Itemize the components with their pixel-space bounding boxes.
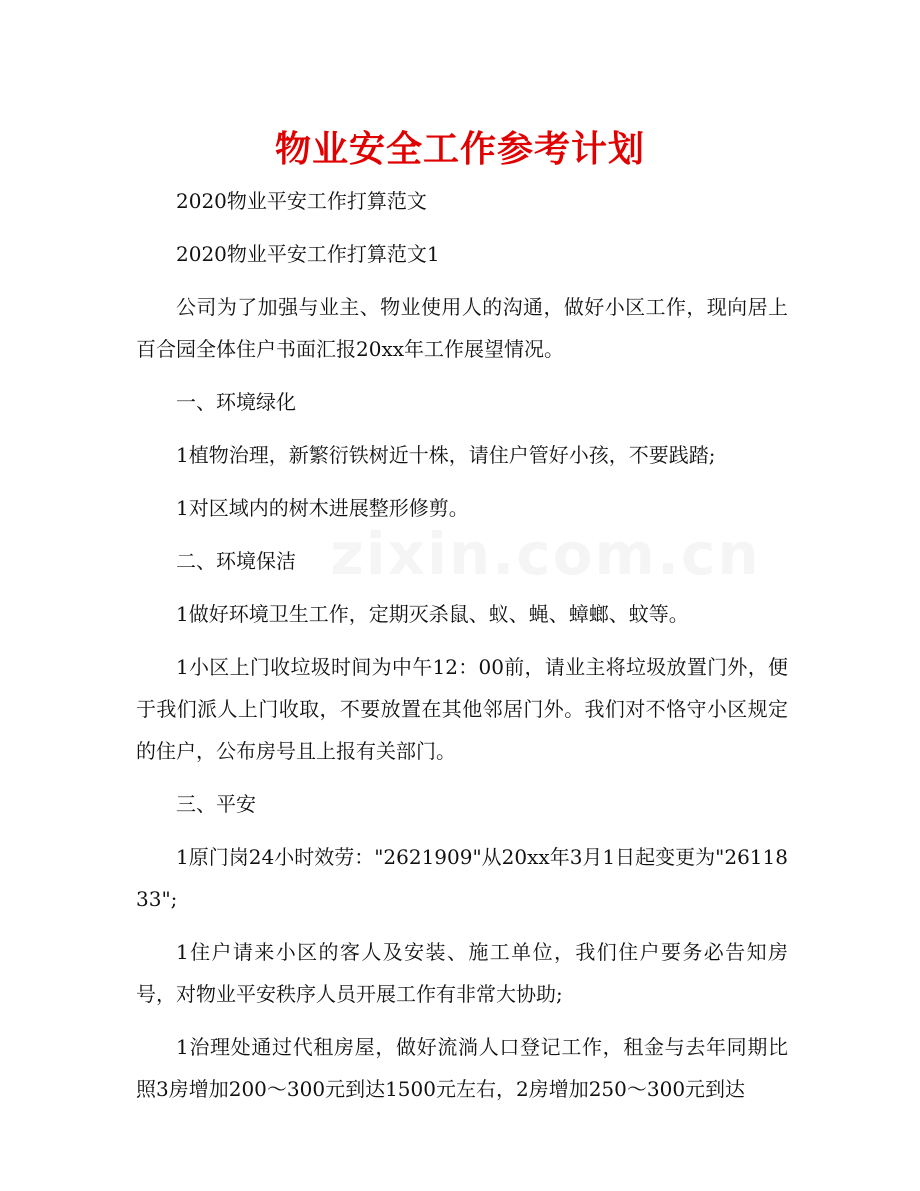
- section-heading: 一、环境绿化: [176, 390, 296, 414]
- document-body: [136, 180, 788, 1121]
- paragraph: 1原门岗24小时效劳："2621909"从20xx年3月1日起变更为"2611833";: [136, 845, 788, 911]
- paragraph: 1对区域内的树木进展整形修剪。: [176, 496, 469, 520]
- section-heading: 二、环境保洁: [176, 549, 296, 573]
- paragraph: 1小区上门收垃圾时间为中午12：00前，请业主将垃圾放置门外，便于我们派人上门收取，不要放置在其他邻居门外。我们对不恪守小区规定的住户，公布房号且上报有关部门。: [136, 655, 788, 763]
- paragraph: 2020物业平安工作打算范文: [176, 189, 427, 213]
- document-title: 物业安全工作参考计划: [274, 129, 645, 170]
- paragraph: 1治理处通过代租房屋，做好流淌人口登记工作，租金与去年同期比照3房增加200～300元到达1500元左右，2房增加250～300元到达: [136, 1035, 788, 1101]
- paragraph: 1住户请来小区的客人及安装、施工单位，我们住户要务必告知房号，对物业平安秩序人员开展工作有非常大协助;: [136, 940, 788, 1006]
- section-heading: 三、平安: [176, 792, 256, 816]
- paragraph: 1做好环境卫生工作，定期灭杀鼠、蚁、蝇、蟑螂、蚊等。: [176, 602, 689, 626]
- paragraph: 1植物治理，新繁衍铁树近十株，请住户管好小孩，不要践踏;: [176, 443, 716, 467]
- paragraph: 2020物业平安工作打算范文1: [176, 242, 440, 266]
- paragraph: 公司为了加强与业主、物业使用人的沟通，做好小区工作，现向居上百合园全体住户书面汇报20xx年工作展望情况。: [136, 295, 788, 361]
